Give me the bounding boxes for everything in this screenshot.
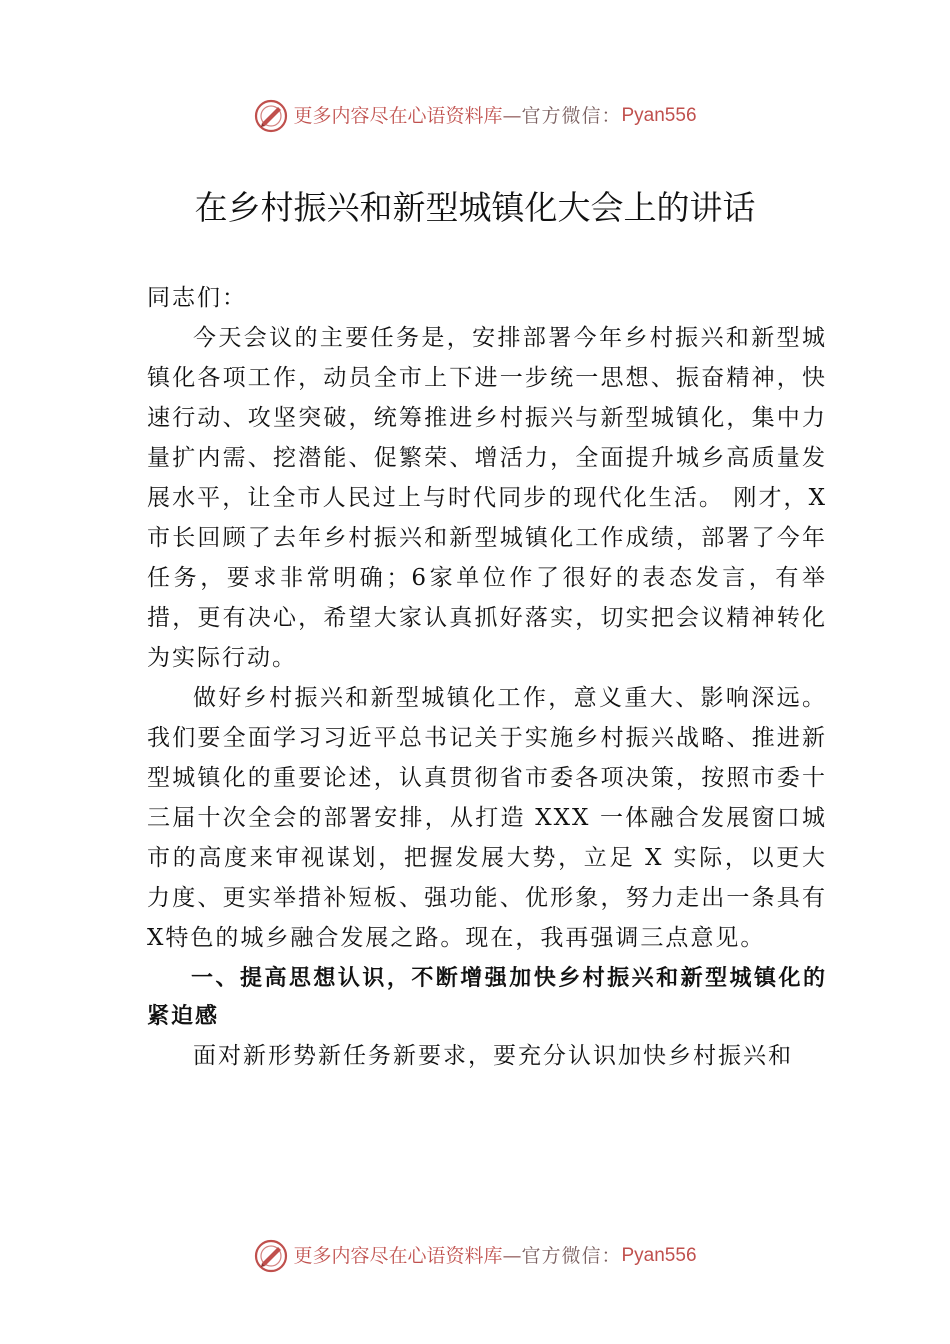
watermark-gray-text: 官方微信：: [521, 1245, 622, 1267]
watermark-red-text: 更多内容尽在心语资料库: [293, 105, 503, 127]
watermark-id: Pyan556: [621, 105, 697, 126]
watermark-id: Pyan556: [621, 1245, 697, 1266]
document-title: 在乡村振兴和新型城镇化大会上的讲话: [194, 188, 756, 227]
watermark-dash: —: [502, 105, 522, 127]
watermark-gray-text: 官方微信：: [521, 105, 622, 127]
watermark-bottom: [0, 1238, 950, 1274]
document-body: [147, 278, 827, 1076]
salutation: 同志们：: [147, 285, 247, 311]
seal-logo-icon: [253, 98, 289, 134]
paragraph-2: 做好乡村振兴和新型城镇化工作，意义重大、影响深远。我们要全面学习习近平总书记关于实施乡村振兴战略、推进新型城镇化的重要论述，认真贯彻省市委各项决策，按照市委十三届十次全会的部署安排，从打造 XXX 一体融合发展窗口城市的高度来审视谋划，把握发展大势，立足 X 实际，以更大力度、更实举措补短板、强功能、优形象，努力走出一条具有X特色的城乡融合发展之路。现在，我再强调三点意见。: [147, 685, 827, 951]
watermark-red-text: 更多内容尽在心语资料库: [293, 1245, 503, 1267]
watermark-top: [0, 98, 950, 134]
paragraph-3: 面对新形势新任务新要求，要充分认识加快乡村振兴和: [193, 1043, 793, 1069]
watermark-dash: —: [502, 1245, 522, 1267]
section-heading-1: 一、提高思想认识，不断增强加快乡村振兴和新型城镇化的紧迫感: [147, 966, 827, 1029]
seal-logo-icon: [253, 1238, 289, 1274]
paragraph-1: 今天会议的主要任务是，安排部署今年乡村振兴和新型城镇化各项工作，动员全市上下进一步统一思想、振奋精神，快速行动、攻坚突破，统筹推进乡村振兴与新型城镇化，集中力量扩内需、挖潜能、促繁荣、增活力，全面提升城乡高质量发展水平，让全市人民过上与时代同步的现代化生活。 刚才，X市长回顾了去年乡村振兴和新型城镇化工作成绩，部署了今年任务，要求非常明确；6家单位作了很好的表态发言，有举措，更有决心，希望大家认真抓好落实，切实把会议精神转化为实际行动。: [147, 325, 827, 671]
